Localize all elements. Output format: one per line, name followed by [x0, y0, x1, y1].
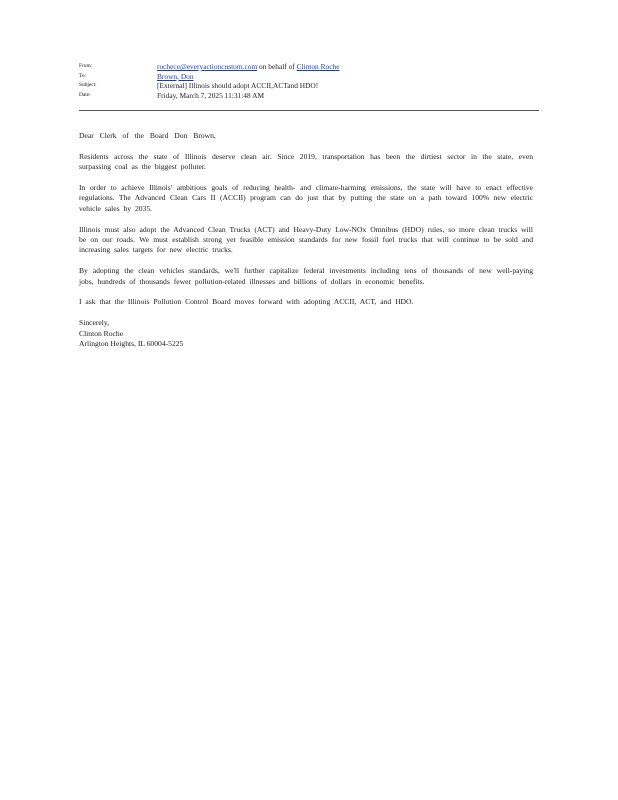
to-label: To:: [79, 72, 87, 79]
paragraph-4: By adopting the clean vehicles standards, we'll further capitalize federal investments including tens of thousands of new well-paying jobs, hundreds of thousands fewer pollution-related illnesses and billions of dollars in economic benefits.: [79, 266, 533, 286]
subject-value: [External] Illinois should adopt ACCII,ACTand HDO!: [157, 81, 319, 91]
paragraph-5: I ask that the Illinois Pollution Control Board moves forward with adopting ACCII, ACT, and HDO.: [79, 297, 414, 307]
date-label: Date:: [79, 91, 91, 98]
signature-name: Clinton Roche: [79, 328, 124, 338]
to-row: [79, 72, 539, 82]
paragraph-1: Residents across the state of Illinois deserve clean air. Since 2019, transportation has been the dirtiest sector in the state, even surpassing coal as the biggest polluter.: [79, 151, 533, 172]
to-value-link[interactable]: Brown, Don: [157, 71, 194, 81]
email-body: [79, 131, 533, 349]
email-header: [79, 62, 539, 100]
from-row: [79, 62, 539, 72]
subject-label: Subject:: [79, 82, 97, 89]
from-value: [157, 62, 339, 72]
signature-address: Arlington Heights, IL 60004-5225: [79, 339, 184, 349]
paragraph-2: In order to achieve Illinois' ambitious goals of reducing health- and climate-harming emissions, the state will have to enact effective regulations. The Advanced Clean Cars II (ACCII) program can do just that by putting the state on a path toward 100% new electric vehicle sales by 2035.: [79, 183, 533, 213]
from-email-link[interactable]: rochece@everyactioncustom.com: [157, 62, 258, 71]
salutation: Dear Clerk of the Board Don Brown,: [79, 131, 216, 140]
header-divider: [79, 110, 539, 111]
from-behalf-text: on behalf of: [257, 62, 297, 71]
date-value: Friday, March 7, 2025 11:31:48 AM: [157, 90, 265, 100]
signature-block: [79, 318, 533, 349]
from-name-link[interactable]: Clinton Roche: [296, 62, 340, 71]
paragraph-3: Illinois must also adopt the Advanced Clean Trucks (ACT) and Heavy-Duty Low-NOx Omnibus (HDO) rules, so more clean trucks will be on our roads. We must establish strong yet feasible emission standards for new fossil fuel trucks that will continue to be sold and increasing sales targets for new electric trucks.: [79, 224, 533, 255]
from-label: From:: [79, 63, 93, 69]
date-row: [79, 91, 539, 101]
closing: Sincerely,: [79, 318, 110, 328]
subject-row: [79, 81, 539, 91]
